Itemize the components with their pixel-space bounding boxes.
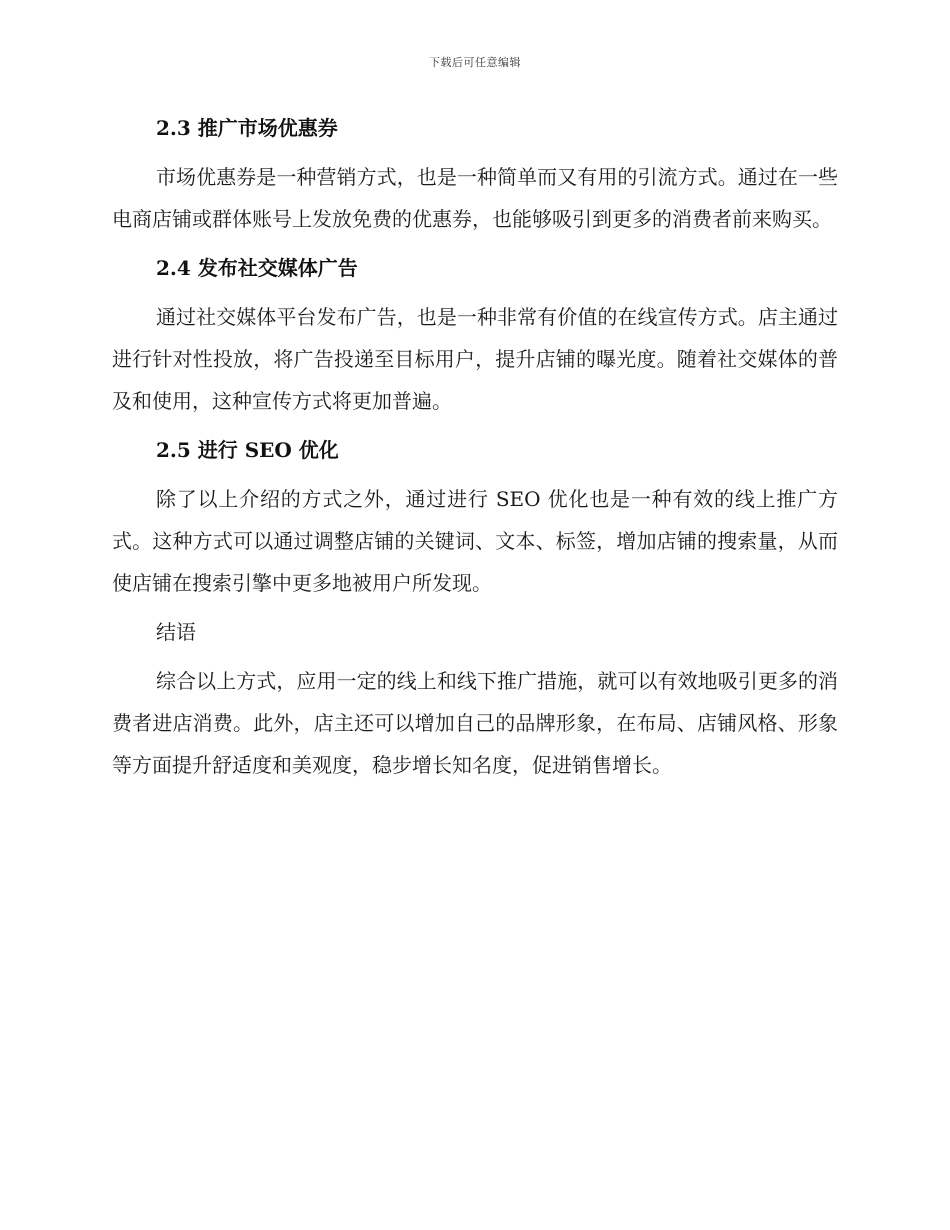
section-paragraph: 通过社交媒体平台发布广告，也是一种非常有价值的在线宣传方式。店主通过进行针对性投放，将广告投递至目标用户，提升店铺的曝光度。随着社交媒体的普及和使用，这种宣传方式将更加普遍。 (112, 305, 838, 413)
section-paragraph: 市场优惠券是一种营销方式，也是一种简单而又有用的引流方式。通过在一些电商店铺或群体账号上发放免费的优惠券，也能够吸引到更多的消费者前来购买。 (112, 165, 838, 231)
section-heading: 2.3 推广市场优惠券 (156, 116, 338, 140)
section-seo (112, 432, 838, 604)
section-social-ads (112, 250, 838, 422)
conclusion-paragraph: 综合以上方式，应用一定的线上和线下推广措施，就可以有效地吸引更多的消费者进店消费。此外，店主还可以增加自己的品牌形象，在布局、店铺风格、形象等方面提升舒适度和美观度，稳步增长知名度，促进销售增长。 (112, 669, 838, 777)
page-header-note: 下载后可任意编辑 (429, 56, 521, 69)
section-conclusion (112, 614, 838, 786)
section-heading: 2.5 进行 SEO 优化 (156, 438, 339, 462)
section-coupons (112, 110, 838, 240)
document-body (112, 110, 838, 796)
section-heading: 2.4 发布社交媒体广告 (156, 256, 358, 280)
conclusion-label: 结语 (156, 620, 196, 644)
section-paragraph: 除了以上介绍的方式之外，通过进行 SEO 优化也是一种有效的线上推广方式。这种方式可以通过调整店铺的关键词、文本、标签，增加店铺的搜索量，从而使店铺在搜索引擎中更多地被用户所发现。 (112, 487, 838, 595)
